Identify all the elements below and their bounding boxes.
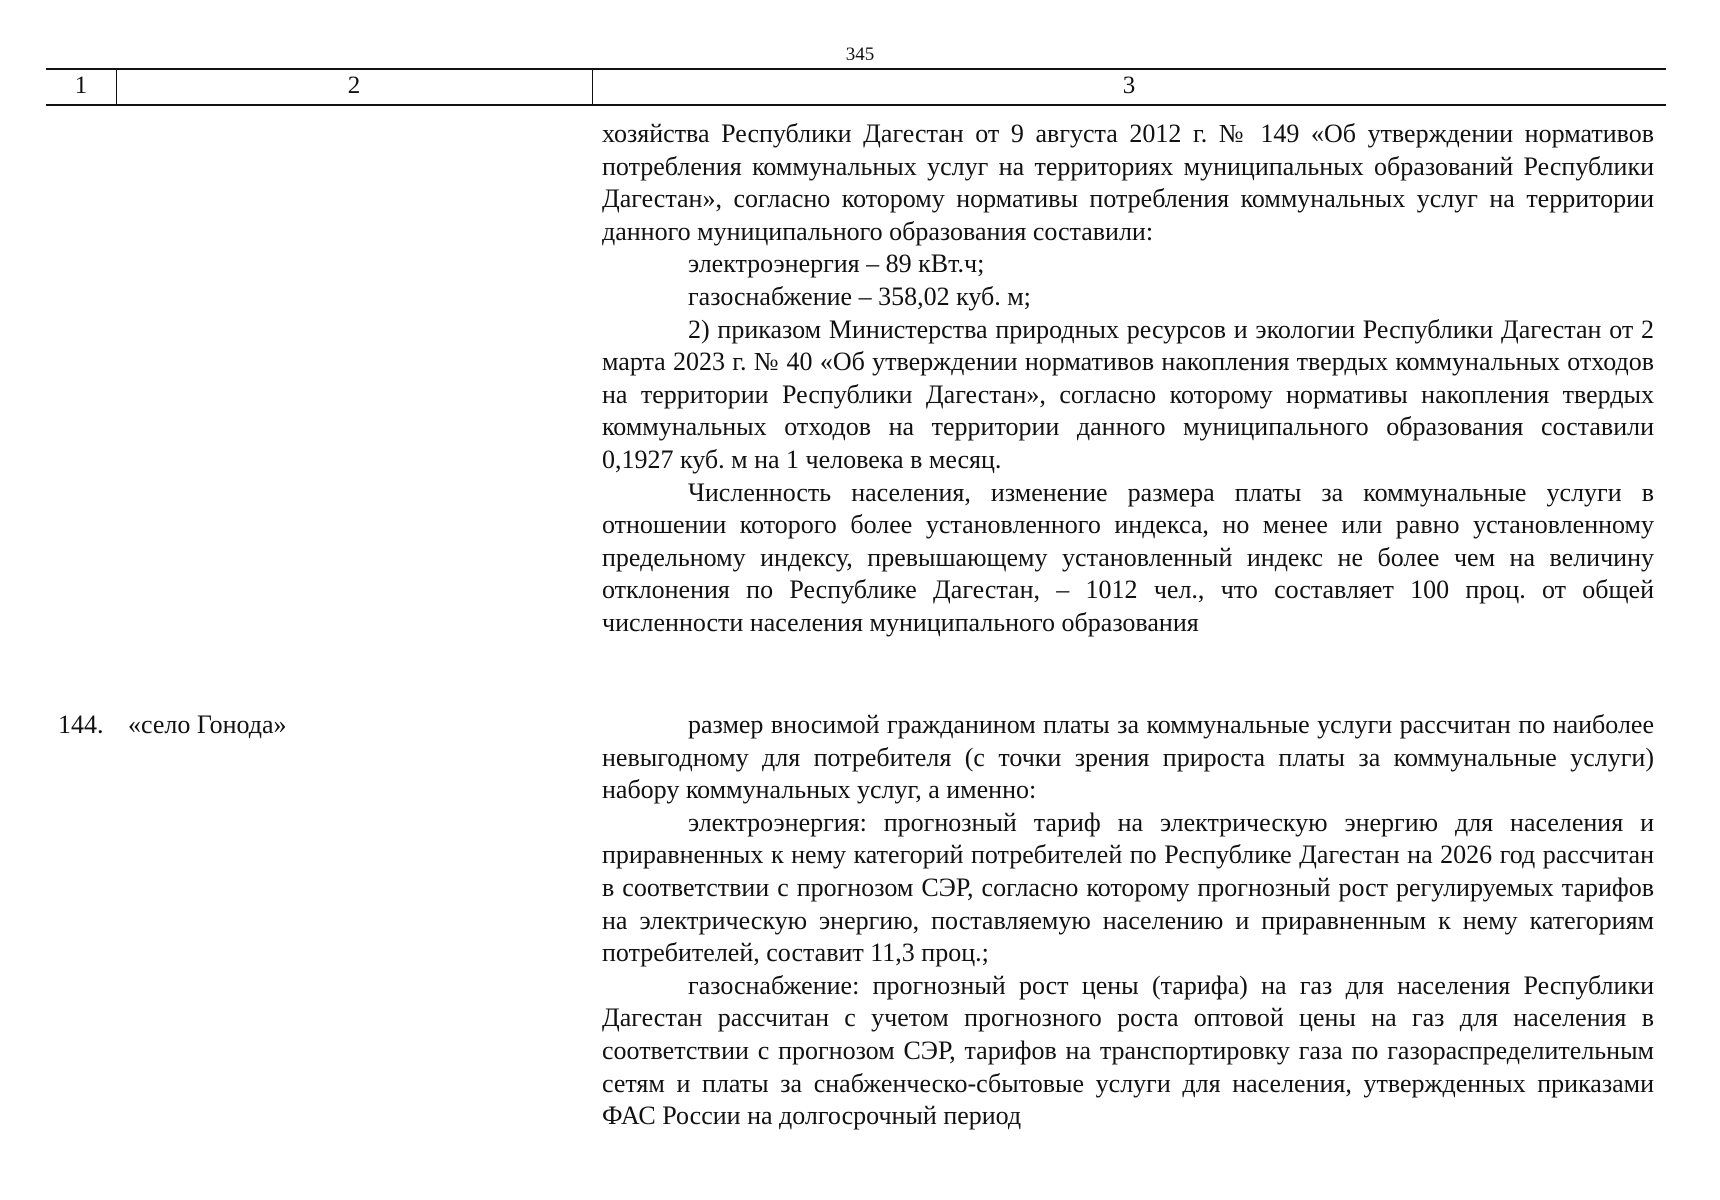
- page-number: 345: [845, 44, 875, 65]
- header-col-2: 2: [116, 70, 593, 104]
- row-paragraph-electricity: электроэнергия: прогнозный тариф на электрическую энергию для населения и приравненных к нему категорий потребителей по Республике Дагестан на 2026 год рассчитан в соответствии с прогнозом СЭР, согласно которому прогнозный рост регулируемых тарифов на электрическую энергию, поставляемую населению и приравненным к нему категориям потребителей, составит 11,3 проц.;: [602, 807, 1654, 968]
- header-col-1: 1: [46, 70, 117, 104]
- row-description: [602, 709, 1654, 1133]
- electricity-norm: электроэнергия – 89 кВт.ч;: [688, 249, 985, 279]
- continuation-paragraph: хозяйства Республики Дагестан от 9 августа 2012 г. № 149 «Об утверждении нормативов потребления коммунальных услуг на территориях муниципальных образований Республики Дагестан», согласно которому нормативы потребления коммунальных услуг на территории данного муниципального образования составили:: [602, 119, 1654, 246]
- municipality-name: «село Гонода»: [128, 710, 287, 739]
- row-paragraph-intro: размер вносимой гражданином платы за коммунальные услуги рассчитан по наиболее невыгодному для потребителя (с точки зрения прироста платы за коммунальные услуги) набору коммунальных услуг, а именно:: [602, 710, 1654, 805]
- gas-norm: газоснабжение – 358,02 куб. м;: [688, 281, 1031, 311]
- row-number: 144.: [58, 710, 104, 739]
- population-paragraph: Численность населения, изменение размера платы за коммунальные услуги в отношении которого более установленного индекса, но менее или равно установленному предельному индексу, превышающему установленный индекс не более чем на величину отклонения по Республике Дагестан, – 1012 чел., что составляет 100 проц. от общей численности населения муниципального образования: [602, 477, 1654, 637]
- continuation-text: [602, 118, 1654, 640]
- row-paragraph-gas: газоснабжение: прогнозный рост цены (тарифа) на газ для населения Республики Дагестан рассчитан с учетом прогнозного роста оптовой цены на газ для населения в соответствии с прогнозом СЭР, тарифов на транспортировку газа по газораспределительным сетям и платы за снабженческо-сбытовые услуги для населения, утвержденных приказами ФАС России на долгосрочный период: [602, 970, 1654, 1131]
- table-header: [46, 68, 1666, 106]
- waste-norm-paragraph: 2) приказом Министерства природных ресурсов и экологии Республики Дагестан от 2 марта 2023 г. № 40 «Об утверждении нормативов накопления твердых коммунальных отходов на территории Республики Дагестан», согласно которому нормативы накопления твердых коммунальных отходов на территории данного муниципального образования составили 0,1927 куб. м на 1 человека в месяц.: [602, 314, 1654, 474]
- header-col-3: 3: [1122, 72, 1136, 99]
